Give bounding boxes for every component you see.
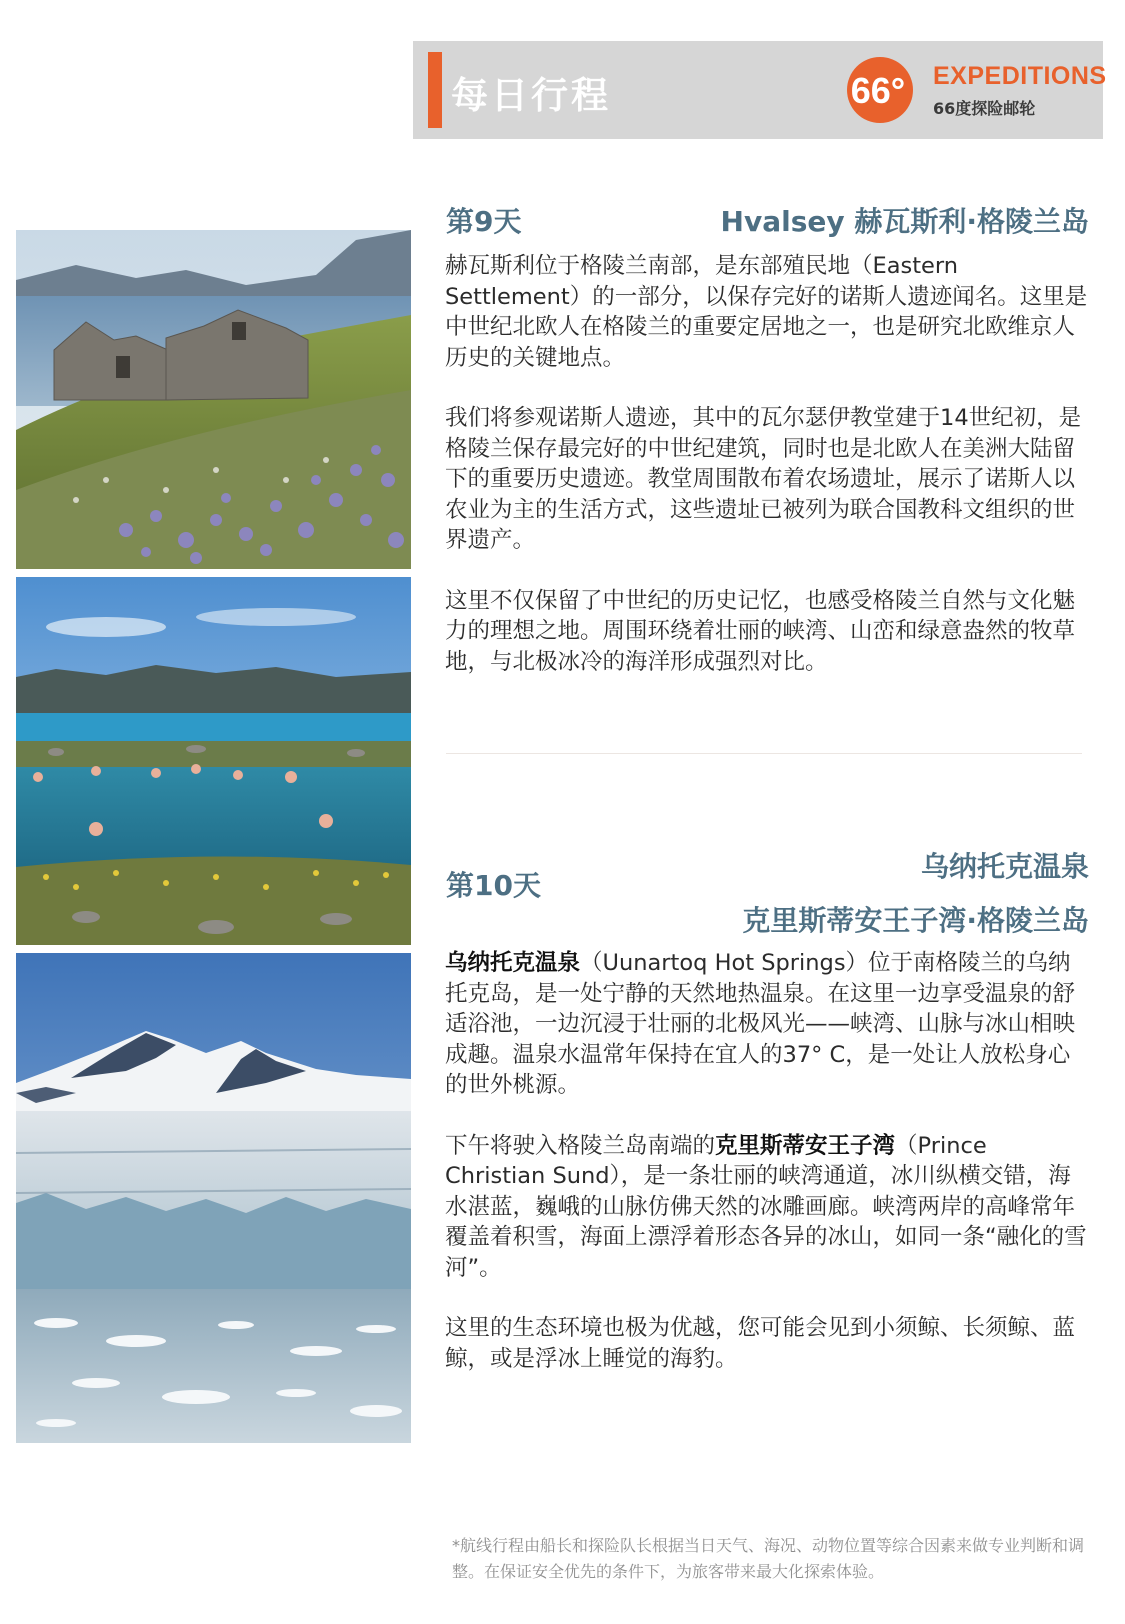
day-10-paragraph-2-text: （Prince Christian Sund），是一条壮丽的峡湾通道，冰川纵横交错，海水湛蓝，巍峨的山脉仿佛天然的冰雕画廊。峡湾两岸的高峰常年覆盖着积雪，海面上漂浮着形态各异的冰山，如同一条“融化的雪河”。 xyxy=(445,1132,1087,1281)
day-9-paragraph-2: 我们将参观诺斯人遗迹，其中的瓦尔瑟伊教堂建于14世纪初，是格陵兰保存最完好的中世纪建筑，同时也是北欧人在美洲大陆留下的重要历史遗迹。教堂周围散布着农场遗址，展示了诺斯人以农业为主的生活方式，这些遗址已被列为联合国教科文组织的世界遗产。 xyxy=(445,405,1082,553)
day-9-label: 第9天 xyxy=(446,205,522,238)
fjord-name: 克里斯蒂安王子湾 xyxy=(715,1132,896,1159)
day-10-place-2: 克里斯蒂安王子湾·格陵兰岛 xyxy=(742,904,1089,937)
day-9-place: Hvalsey 赫瓦斯利·格陵兰岛 xyxy=(720,205,1089,238)
logo-subtitle-text: 66度探险邮轮 xyxy=(933,99,1036,118)
day-10-place-1: 乌纳托克温泉 xyxy=(920,850,1089,883)
day-10-paragraph-2-intro: 下午将驶入格陵兰岛南端的 xyxy=(445,1132,716,1159)
glacier-photo xyxy=(16,953,411,1443)
hot-spring-photo xyxy=(16,577,411,945)
footnote: *航线行程由船长和探险队长根据当日天气、海况、动物位置等综合因素来做专业判断和调整。在保证安全优先的条件下，为旅客带来最大化探索体验。 xyxy=(452,1536,1085,1581)
day-10-paragraph-1-text: （Uunartoq Hot Springs）位于南格陵兰的乌纳托克岛，是一处宁静的天然地热温泉。在这里一边享受温泉的舒适浴池，一边沉浸于壮丽的北极风光——峡湾、山脉与冰山相映成趣。温泉水温常年保持在宜人的37° C，是一处让人放松身心的世外桃源。 xyxy=(445,950,1076,1098)
day-9-description xyxy=(445,251,1090,707)
hot-spring-name: 乌纳托克温泉 xyxy=(445,950,581,976)
day-9-paragraph-3: 这里不仅保留了中世纪的历史记忆，也感受格陵兰自然与文化魅力的理想之地。周围环绕着壮丽的峡湾、山峦和绿意盎然的牧草地，与北极冰冷的海洋形成强烈对比。 xyxy=(445,587,1076,675)
header-bar xyxy=(413,41,1107,139)
section-divider xyxy=(446,753,1082,754)
day-10-paragraph-3: 这里的生态环境也极为优越，您可能会见到小须鲸、长须鲸、蓝鲸，或是浮冰上睡觉的海豹。 xyxy=(445,1315,1076,1372)
day-10-description xyxy=(445,948,1090,1404)
header-accent-bar xyxy=(428,52,442,128)
logo-number: 66° xyxy=(850,70,906,111)
brand-logo-icon xyxy=(847,57,913,123)
day-10-paragraph-1 xyxy=(445,948,1090,1101)
day-10-label: 第10天 xyxy=(446,869,541,902)
stone-ruins-photo xyxy=(16,230,411,569)
day-10-paragraph-2 xyxy=(445,1131,1090,1284)
logo-brand-text: EXPEDITIONS xyxy=(933,62,1107,90)
page-title: 每日行程 xyxy=(451,74,611,117)
day-9-paragraph-1: 赫瓦斯利位于格陵兰南部，是东部殖民地（Eastern Settlement）的一部分，以保存完好的诺斯人遗迹闻名。这里是中世纪北欧人在格陵兰的重要定居地之一，也是研究北欧维京人历史的关键地点。 xyxy=(445,253,1088,371)
